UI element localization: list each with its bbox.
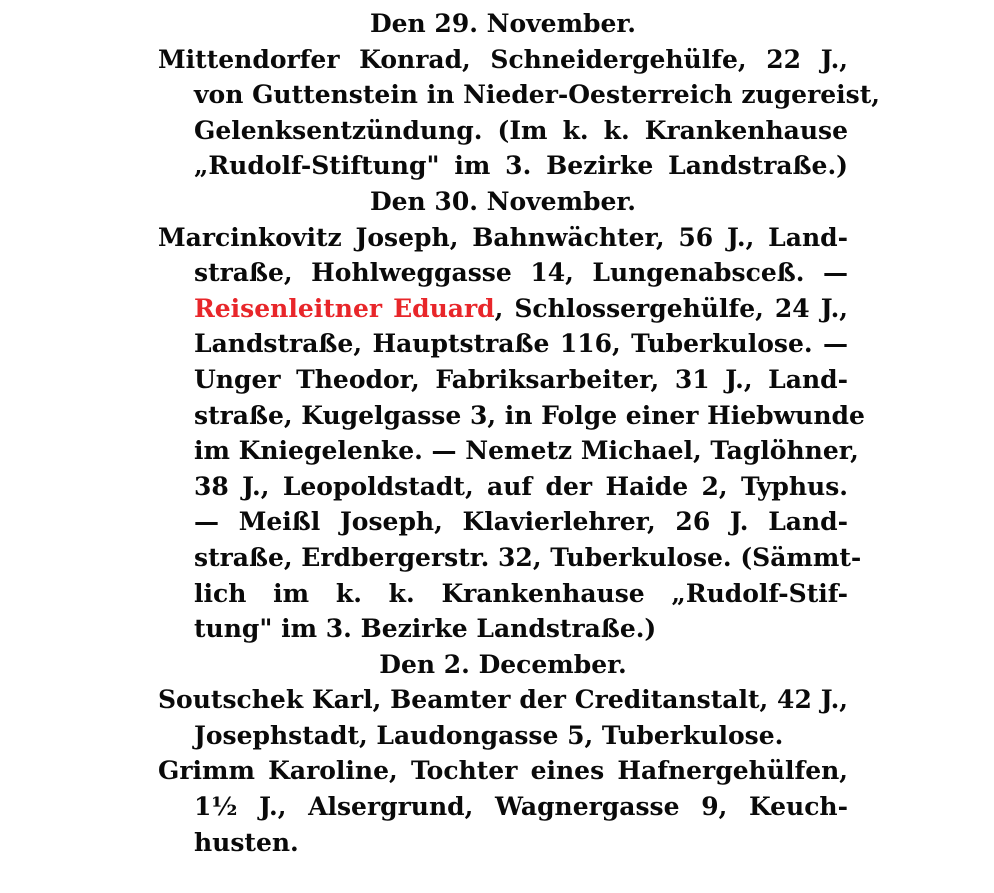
text-line: Marcinkovitz Joseph, Bahnwächter, 56 J., Land- [158, 222, 848, 252]
text-line: straße, Erdbergerstr. 32, Tuberkulose. (Sämmt- [194, 542, 862, 572]
text-column [158, 6, 880, 860]
text-line: lich im k. k. Krankenhause „Rudolf-Stif- [194, 578, 848, 608]
text-line: Soutschek Karl, Beamter der Creditanstalt, 42 J., [158, 685, 848, 715]
text-line: Grimm Karoline, Tochter eines Hafnergehülfen, [158, 756, 848, 786]
text-line: Mittendorfer Konrad, Schneidergehülfe, 22 J., [158, 44, 848, 74]
text-line: — Meißl Joseph, Klavierlehrer, 26 J. Land- [194, 507, 848, 537]
page-bottom-edge [0, 878, 994, 893]
text-line: straße, Hohlweggasse 14, Lungenabsceß. — [194, 258, 848, 288]
text-line: 38 J., Leopoldstadt, auf der Haide 2, Typhus. [194, 471, 848, 501]
text-line: im Kniegelenke. — Nemetz Michael, Taglöhner, [194, 436, 859, 466]
text-line: tung" im 3. Bezirke Landstraße.) [194, 614, 657, 644]
highlighted-name: Reisenleitner Eduard [194, 293, 495, 323]
text-line: von Guttenstein in Nieder-Oesterreich zugereist, [194, 80, 880, 110]
line-text: , Schlossergehülfe, 24 J., [494, 293, 848, 323]
text-line: husten. [194, 827, 299, 857]
date-heading: Den 2. December. [379, 649, 627, 679]
text-line: Unger Theodor, Fabriksarbeiter, 31 J., Land- [194, 364, 848, 394]
text-line: straße, Kugelgasse 3, in Folge einer Hiebwunde [194, 400, 865, 430]
text-line: 1½ J., Alsergrund, Wagnergasse 9, Keuch- [194, 792, 848, 822]
text-line: Landstraße, Hauptstraße 116, Tuberkulose. — [194, 329, 848, 359]
text-line: „Rudolf-Stiftung" im 3. Bezirke Landstraße.) [194, 151, 848, 181]
text-line: Josephstadt, Laudongasse 5, Tuberkulose. [194, 720, 784, 750]
text-line [158, 291, 848, 327]
text-line: Gelenksentzündung. (Im k. k. Krankenhause [194, 115, 848, 145]
date-heading: Den 30. November. [369, 186, 637, 216]
date-heading: Den 29. November. [369, 9, 637, 38]
